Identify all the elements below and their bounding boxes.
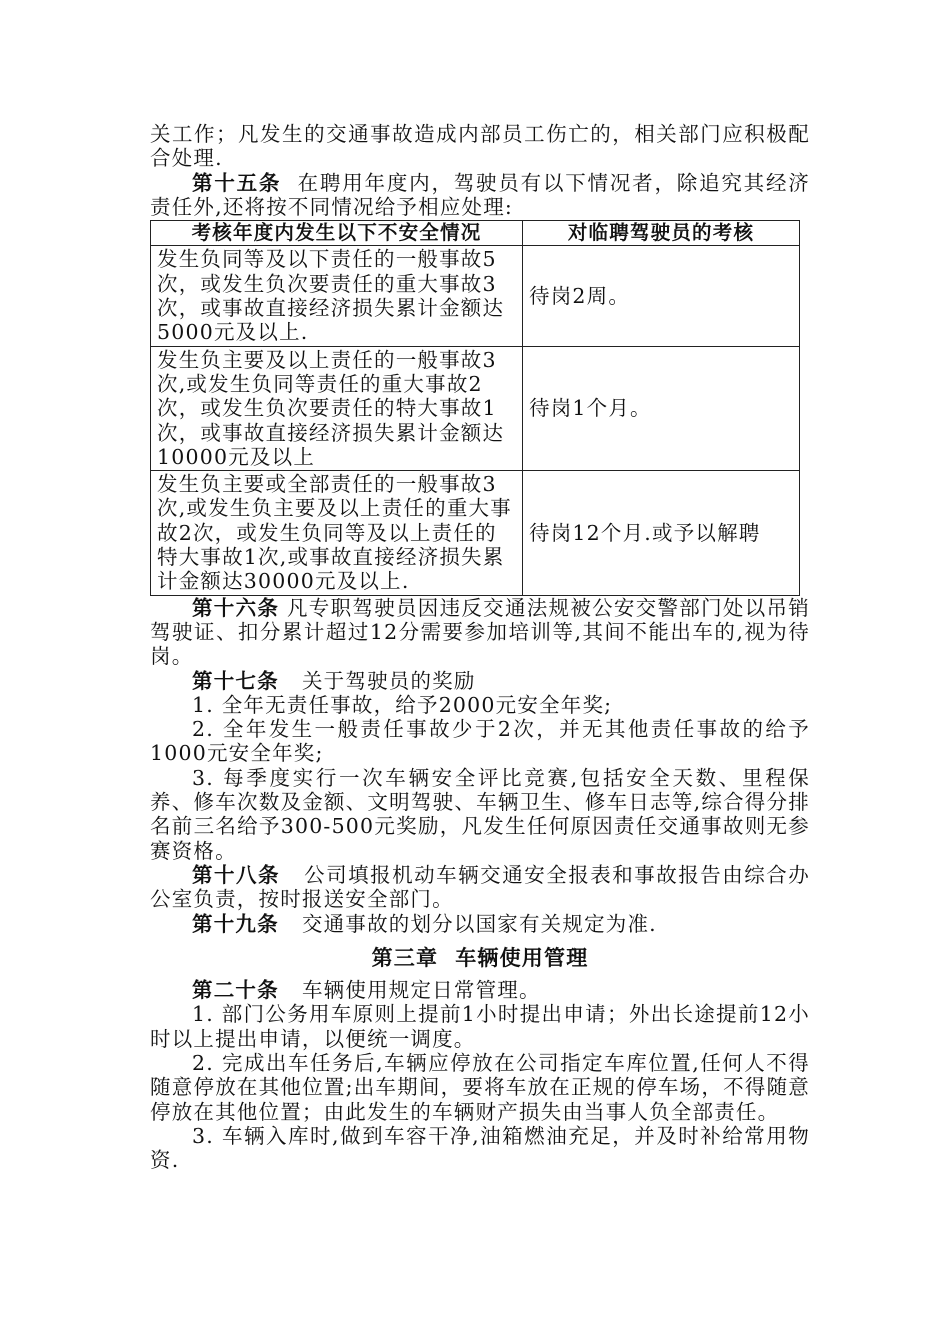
table-header-result: 对临聘驾驶员的考核 <box>523 221 800 246</box>
table-row <box>151 246 800 346</box>
article-20-item-1: 1. 部门公务用车原则上提前1小时提出申请；外出长途提前12小时以上提出申请，以便统一调度。 <box>150 1002 810 1051</box>
article-18 <box>150 863 810 912</box>
table-cell-situation: 发生负同等及以下责任的一般事故5次，或发生负次要责任的重大事故3次，或事故直接经济损失累计金额达5000元及以上. <box>151 246 523 346</box>
article-16-label: 第十六条 <box>192 595 280 620</box>
article-15-label: 第十五条 <box>192 170 282 195</box>
article-17-item-2: 2. 全年发生一般责任事故少于2次，并无其他责任事故的给予1000元安全年奖; <box>150 717 810 766</box>
table-row <box>151 346 800 470</box>
table-row <box>151 471 800 595</box>
table-header-situation: 考核年度内发生以下不安全情况 <box>151 221 523 246</box>
table-cell-situation: 发生负主要及以上责任的一般事故3次,或发生负同等责任的重大事故2次，或发生负次要责任的特大事故1次，或事故直接经济损失累计金额达10000元及以上 <box>151 346 523 470</box>
article-20-label: 第二十条 <box>192 978 279 1003</box>
article-16-text: 凡专职驾驶员因违反交通法规被公安交警部门处以吊销驾驶证、扣分累计超过12分需要参加培训等,其间不能出车的,视为待岗。 <box>150 595 810 669</box>
document-page <box>150 122 810 1172</box>
article-15-text: 在聘用年度内，驾驶员有以下情况者，除追究其经济责任外,还将按不同情况给予相应处理: <box>150 170 810 219</box>
article-20 <box>150 978 810 1002</box>
article-19 <box>150 912 810 936</box>
article-19-text: 交通事故的划分以国家有关规定为准. <box>301 911 657 936</box>
article-15 <box>150 171 810 220</box>
article-20-text: 车辆使用规定日常管理。 <box>301 978 541 1003</box>
article-18-label: 第十八条 <box>192 862 281 887</box>
table-cell-result: 待岗12个月.或予以解聘 <box>523 471 800 595</box>
article-17 <box>150 669 810 693</box>
chapter-3-title: 第三章 车辆使用管理 <box>371 945 589 970</box>
article-17-item-1: 1. 全年无责任事故，给予2000元安全年奖; <box>192 692 613 717</box>
article-19-label: 第十九条 <box>192 911 279 936</box>
table-cell-result: 待岗2周。 <box>523 246 800 346</box>
article-17-label: 第十七条 <box>192 668 279 693</box>
article-17-text: 关于驾驶员的奖励 <box>301 668 476 693</box>
intro-paragraph: 关工作；凡发生的交通事故造成内部员工伤亡的，相关部门应积极配合处理. <box>150 122 810 171</box>
table-cell-result: 待岗1个月。 <box>523 346 800 470</box>
assessment-table <box>150 220 800 595</box>
article-18-text: 公司填报机动车辆交通安全报表和事故报告由综合办公室负责，按时报送安全部门。 <box>150 862 810 912</box>
article-17-item-3: 3. 每季度实行一次车辆安全评比竞赛,包括安全天数、里程保养、修车次数及金额、文明驾驶、车辆卫生、修车日志等,综合得分排名前三名给予300-500元奖励，凡发生任何原因责任交通事故则无参赛资格。 <box>150 765 810 863</box>
article-20-item-3: 3. 车辆入库时,做到车容干净,油箱燃油充足，并及时补给常用物资. <box>150 1123 810 1173</box>
article-16 <box>150 596 810 669</box>
table-cell-situation: 发生负主要或全部责任的一般事故3次,或发生负主要及以上责任的重大事故2次，或发生负同等及以上责任的特大事故1次,或事故直接经济损失累计金额达30000元及以上. <box>151 471 523 595</box>
article-20-item-2: 2. 完成出车任务后,车辆应停放在公司指定车库位置,任何人不得随意停放在其他位置;出车期间，要将车放在正规的停车场，不得随意停放在其他位置；由此发生的车辆财产损失由当事人负全部责任。 <box>150 1050 810 1124</box>
table-header-row <box>151 221 800 246</box>
